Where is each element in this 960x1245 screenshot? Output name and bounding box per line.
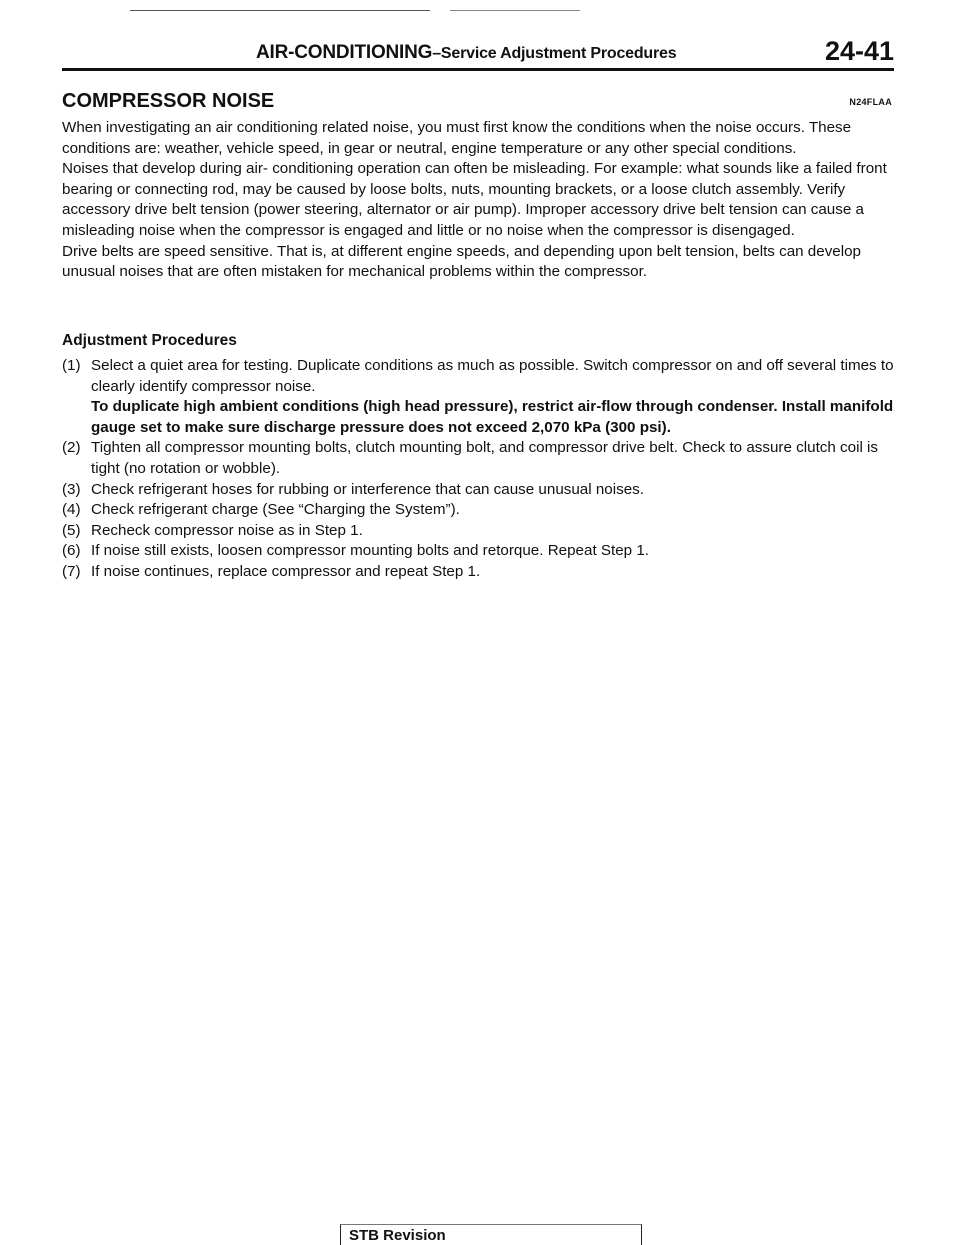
step-number: (7) — [62, 562, 81, 580]
top-scan-rule-secondary — [450, 10, 580, 11]
procedure-step — [62, 438, 894, 479]
procedures-heading: Adjustment Procedures — [62, 332, 237, 349]
paragraph: Drive belts are speed sensitive. That is, at different engine speeds, and depending upon belt tension, belts can develop unusual noises that are often mistaken for mechanical problems within the compressor. — [62, 242, 862, 281]
step-number: (5) — [62, 521, 81, 539]
step-text: Recheck compressor noise as in Step 1. — [91, 521, 363, 539]
footer-label: STB Revision — [349, 1227, 446, 1244]
top-scan-rule — [130, 10, 430, 11]
step-number: (3) — [62, 480, 81, 498]
step-text: Check refrigerant hoses for rubbing or interference that can cause unusual noises. — [91, 480, 644, 498]
step-text: Check refrigerant charge (See “Charging the System”). — [91, 501, 460, 519]
page-header — [62, 36, 894, 68]
step-number: (4) — [62, 501, 81, 519]
step-text: If noise still exists, loosen compressor mounting bolts and retorque. Repeat Step 1. — [91, 542, 650, 560]
procedure-step — [62, 480, 894, 501]
header-title-main: AIR-CONDITIONING — [256, 42, 433, 63]
header-title-sub: –Service Adjustment Procedures — [432, 45, 677, 62]
step-text: Tighten all compressor mounting bolts, clutch mounting bolt, and compressor drive belt. Check to assure clutch coil is tight (no rotation or wobble). — [91, 439, 879, 477]
procedure-step — [62, 562, 894, 583]
procedure-steps — [62, 356, 894, 583]
step-number: (1) — [62, 357, 81, 374]
header-rule — [62, 68, 894, 71]
step-text: If noise continues, replace compressor and repeat Step 1. — [91, 562, 481, 580]
procedure-step — [62, 500, 894, 521]
section-title: COMPRESSOR NOISE — [62, 90, 275, 112]
header-title — [256, 42, 676, 64]
procedure-step — [62, 541, 894, 562]
procedure-step — [62, 521, 894, 542]
paragraph: When investigating an air conditioning related noise, you must first know the conditions when the noise occurs. These conditions are: weather, vehicle speed, in gear or neutral, engine temperature or any other special conditions. — [62, 119, 852, 157]
step-number: (6) — [62, 542, 81, 560]
step-text: Select a quiet area for testing. Duplicate conditions as much as possible. Switch compressor on and off several times to clearly identify compressor noise. — [91, 357, 894, 395]
footer-revision-box — [340, 1224, 642, 1245]
page-number: 24-41 — [824, 36, 894, 66]
step-number: (2) — [62, 439, 81, 457]
section-code: N24FLAA — [849, 97, 892, 107]
section-body — [62, 118, 894, 283]
paragraph: Noises that develop during air- conditioning operation can often be misleading. For example: what sounds like a failed front bearing or connecting rod, may be caused by loose bolts, nuts, mounting brackets, or a loose clutch assembly. Verify accessory drive belt tension (power steering, alternator or air pump). Improper accessory drive belt tension can cause a misleading noise when the compressor is engaged and little or no noise when the compressor is disengaged. — [62, 160, 887, 239]
procedure-step — [62, 356, 894, 438]
step-warning: To duplicate high ambient conditions (high head pressure), restrict air-flow through condenser. Install manifold gauge set to make sure discharge pressure does not exceed 2,070 kPa (300 psi). — [91, 398, 894, 436]
